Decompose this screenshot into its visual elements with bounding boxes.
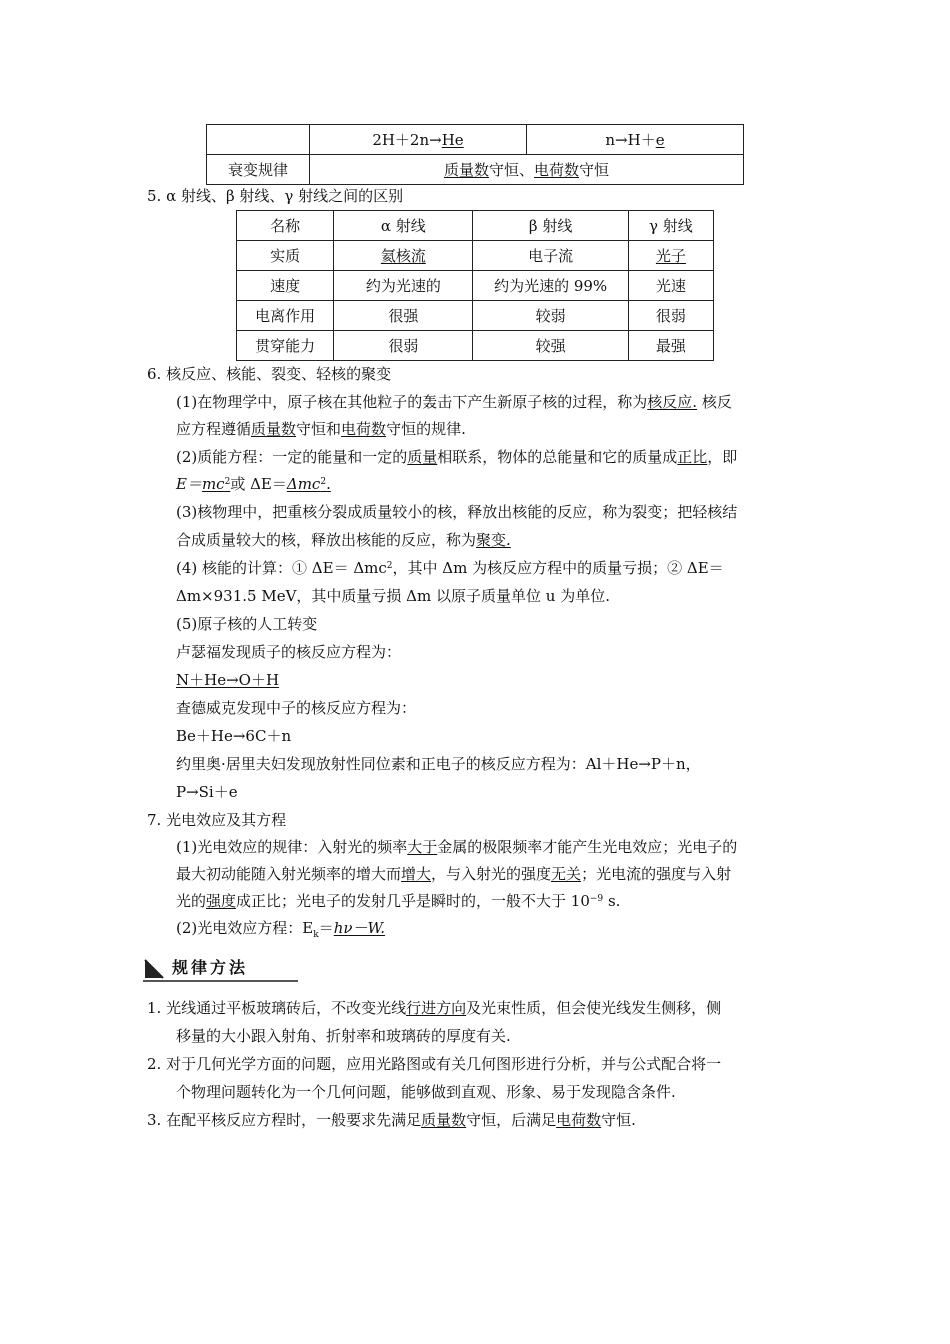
item6-p5-chadwick: 查德威克发现中子的核反应方程为：	[176, 699, 417, 717]
section-title: 规律方法	[172, 958, 249, 977]
ray-table-cell: 实质	[237, 241, 334, 271]
ray-table-cell: 很弱	[628, 301, 713, 331]
section-marker-icon	[143, 958, 165, 980]
ray-table-cell: 很弱	[334, 331, 473, 361]
item7-title: 7. 光电效应及其方程	[147, 811, 287, 829]
decay-rule-label: 衰变规律	[207, 155, 310, 185]
item7-p1-line1: (1)光电效应的规律：入射光的频率大于金属的极限频率才能产生光电效应；光电子的	[176, 838, 738, 856]
item6-title: 6. 核反应、核能、裂变、轻核的聚变	[147, 365, 392, 383]
item5-title: 5. α 射线、β 射线、γ 射线之间的区别	[147, 187, 404, 205]
ray-table-cell: 较弱	[473, 301, 628, 331]
ray-table-cell: 电子流	[473, 241, 628, 271]
ray-table-cell: 很强	[334, 301, 473, 331]
ray-table-cell: 贯穿能力	[237, 331, 334, 361]
method-2-line2: 个物理问题转化为一个几何问题，能够做到直观、形象、易于发现隐含条件.	[176, 1083, 676, 1101]
ray-table-cell: 氦核流	[334, 241, 473, 271]
ray-table-header: 名称	[237, 211, 334, 241]
ray-table-cell: 约为光速的	[334, 271, 473, 301]
section-divider	[143, 980, 298, 982]
ray-table-cell: 电离作用	[237, 301, 334, 331]
item6-p1-line2: 应方程遵循质量数守恒和电荷数守恒的规律.	[176, 420, 466, 438]
item6-p5-curie: 约里奥·居里夫妇发现放射性同位素和正电子的核反应方程为：Al＋He→P＋n，	[176, 755, 701, 773]
decay-table-cell: 2H＋2n→He	[310, 125, 527, 155]
decay-table	[206, 124, 744, 185]
item6-p5-rutherford-eq: N＋He→O＋H	[176, 671, 280, 689]
item6-p4-line1: (4) 核能的计算：① ΔE＝ Δmc$^2$，其中 Δm 为核反应方程中的质量亏损；② ΔE＝	[176, 559, 724, 577]
decay-table-cell	[207, 125, 310, 155]
item7-p2: (2)光电效应方程：$E_k=h\nu-W$.	[176, 919, 386, 940]
method-1-line1: 1. 光线通过平板玻璃砖后，不改变光线行进方向及光束性质，但会使光线发生侧移，侧	[147, 999, 722, 1017]
item6-p5-rutherford: 卢瑟福发现质子的核反应方程为：	[176, 643, 402, 661]
item7-p1-line3: 光的强度成正比；光电子的发射几乎是瞬时的，一般不大于 $10^{-9}$ s.	[176, 892, 621, 910]
ray-table-cell: 约为光速的 99%	[473, 271, 628, 301]
item6-p5-title: (5)原子核的人工转变	[176, 615, 318, 633]
method-3: 3. 在配平核反应方程时，一般要求先满足质量数守恒，后满足电荷数守恒.	[147, 1111, 636, 1129]
item6-p5-chadwick-eq: Be＋He→6C＋n	[176, 727, 292, 745]
ray-table-cell: 速度	[237, 271, 334, 301]
item6-p2-line1: (2)质能方程：一定的能量和一定的质量相联系，物体的总能量和它的质量成正比，即	[176, 448, 738, 466]
method-2-line1: 2. 对于几何光学方面的问题，应用光路图或有关几何图形进行分析，并与公式配合将一	[147, 1055, 722, 1073]
item7-p1-line2: 最大初动能随入射光频率的增大而增大，与入射光的强度无关；光电流的强度与入射	[176, 865, 732, 883]
ray-table-cell: 较强	[473, 331, 628, 361]
ray-table-header: α 射线	[334, 211, 473, 241]
item6-p1-line1: (1)在物理学中，原子核在其他粒子的轰击下产生新原子核的过程，称为核反应. 核反	[176, 393, 732, 411]
ray-table-header: β 射线	[473, 211, 628, 241]
item6-p3-line1: (3)核物理中，把重核分裂成质量较小的核，释放出核能的反应，称为裂变；把轻核结	[176, 503, 738, 521]
item6-p2-line2: $E=mc^2$或 ΔE＝Δmc$^2$.	[176, 475, 331, 493]
ray-table-cell: 光子	[628, 241, 713, 271]
ray-table-cell: 最强	[628, 331, 713, 361]
ray-table-header: γ 射线	[628, 211, 713, 241]
decay-table-cell: n→H＋e	[527, 125, 744, 155]
item6-p5-curie-eq: P→Si＋e	[176, 783, 238, 801]
decay-rule-value: 质量数守恒、电荷数守恒	[310, 155, 744, 185]
method-1-line2: 移量的大小跟入射角、折射率和玻璃砖的厚度有关.	[176, 1027, 511, 1045]
item6-p4-line2: Δm×931.5 MeV，其中质量亏损 Δm 以原子质量单位 u 为单位.	[176, 587, 610, 605]
item6-p3-line2: 合成质量较大的核，释放出核能的反应，称为聚变.	[176, 531, 511, 549]
ray-table-cell: 光速	[628, 271, 713, 301]
ray-table	[236, 210, 714, 361]
